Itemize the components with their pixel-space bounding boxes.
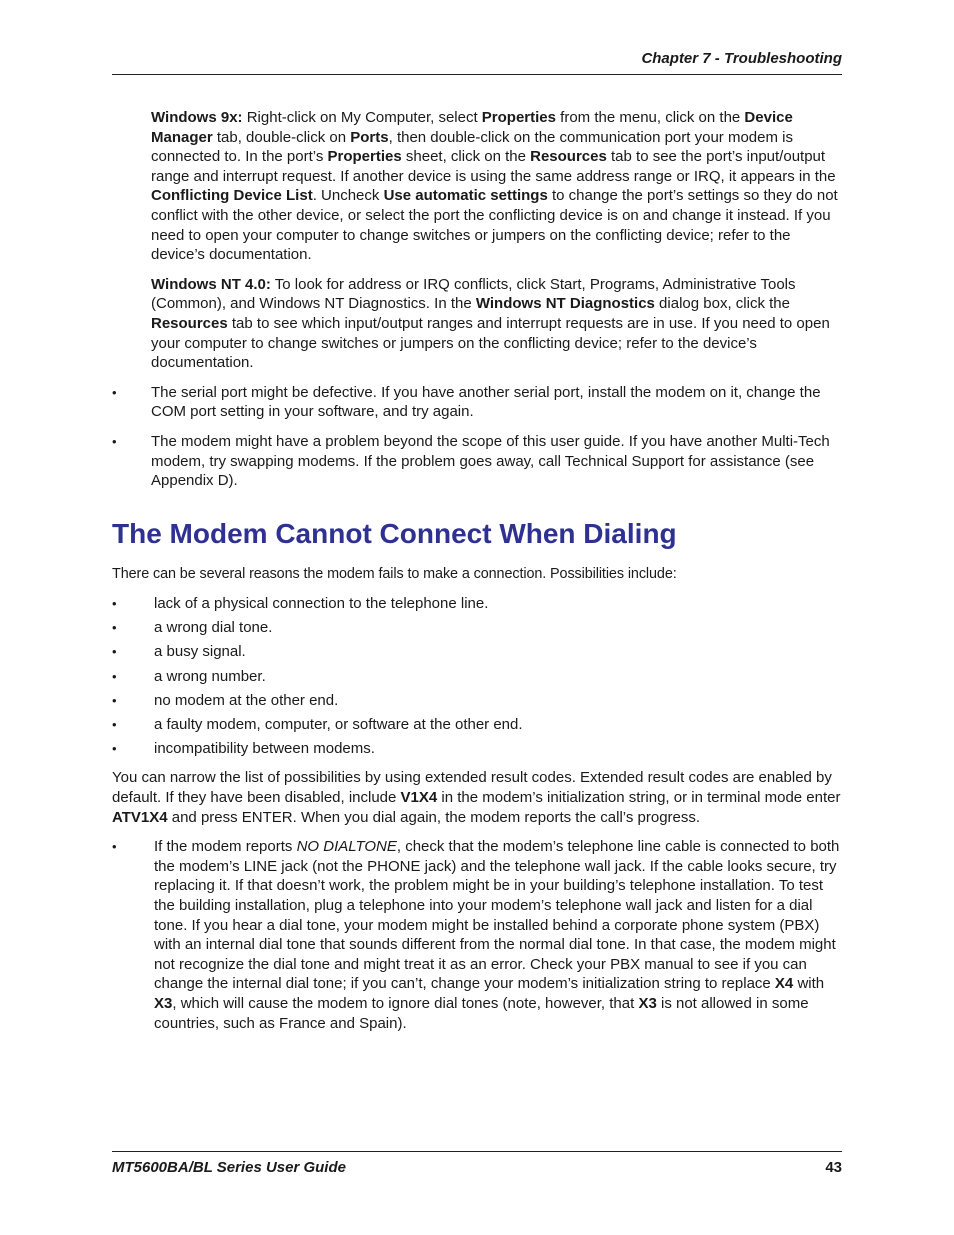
section-intro: There can be several reasons the modem fails to make a connection. Possibilities include:: [112, 565, 677, 582]
list-item: • The serial port might be defective. If you have another serial port, install the modem on it, change the COM port setting in your software, and try again.: [112, 383, 842, 422]
reasons-list: [112, 594, 842, 758]
section-heading: The Modem Cannot Connect When Dialing: [112, 517, 677, 549]
result-codes-paragraph: You can narrow the list of possibilities by using extended result codes. Extended result codes are enabled by default. If they have been disabled, include V1X4 in the modem’s initialization string, or in terminal mode enter ATV1X4 and press ENTER. When you dial again, the modem reports the call’s progress.: [112, 769, 841, 826]
list-item: • a faulty modem, computer, or software at the other end.: [112, 715, 842, 735]
windows-nt-label: Windows NT 4.0:: [151, 275, 271, 293]
list-item: • a wrong dial tone.: [112, 618, 842, 638]
footer-guide-title: MT5600BA/BL Series User Guide: [112, 1159, 346, 1176]
troubleshooting-bullet-list: [112, 383, 842, 491]
list-item: • a wrong number.: [112, 667, 842, 687]
list-item: • no modem at the other end.: [112, 691, 842, 711]
list-item: • If the modem reports NO DIALTONE, check that the modem’s telephone line cable is connected to both the modem’s LINE jack (not the PHONE jack) and the telephone wall jack. If the cable looks secure, try replacing it. If that doesn’t work, the problem might be in your building’s telephone installation. To test the building installation, plug a telephone into your modem’s telephone wall jack and listen for a dial tone. If you hear a dial tone, your modem might be installed behind a corporate phone system (PBX) with an internal dial tone that sounds different from the normal dial tone. In that case, the modem might not recognize the dial tone and might treat it as an error. Check your PBX manual to see if you can change the internal dial tone; if you can’t, change your modem’s initialization string to replace X4 with X3, which will cause the modem to ignore dial tones (note, however, that X3 is not allowed in some countries, such as France and Spain).: [112, 837, 842, 1033]
list-item: • lack of a physical connection to the telephone line.: [112, 594, 842, 614]
windows-9x-paragraph: Windows 9x: Right-click on My Computer, select Properties from the menu, click on the Device Manager tab, double-click on Ports, then double-click on the communication port your modem is connected to. In the port’s Properties sheet, click on the Resources tab to see the port’s input/output range and interrupt request. If another device is using the same address range or IRQ, it appears in the Conflicting Device List. Uncheck Use automatic settings to change the port’s settings so they do not conflict with the other device, or select the port the conflicting device is on and change it instead. If you need to open your computer to change switches or jumpers on the conflicting device; refer to the device’s documentation.: [151, 109, 838, 264]
page-body: [112, 108, 842, 1043]
list-item: • The modem might have a problem beyond the scope of this user guide. If you have another Multi-Tech modem, try swapping modems. If the problem goes away, call Technical Support for assistance (see Appendix D).: [112, 432, 842, 491]
windows-nt-paragraph: Windows NT 4.0: To look for address or IRQ conflicts, click Start, Programs, Administrative Tools (Common), and Windows NT Diagnostics. In the Windows NT Diagnostics dialog box, click the Resources tab to see which input/output ranges and interrupt requests are in use. If you need to open your computer to change switches or jumpers on the conflicting device; refer to the device’s documentation.: [151, 275, 830, 372]
list-item: • a busy signal.: [112, 642, 842, 662]
header-rule: [112, 74, 842, 75]
list-item: • incompatibility between modems.: [112, 739, 842, 759]
windows-9x-label: Windows 9x:: [151, 109, 243, 126]
footer-rule: [112, 1151, 842, 1152]
page-number: 43: [825, 1159, 842, 1176]
dialtone-bullet-list: [112, 837, 842, 1033]
running-header: Chapter 7 - Troubleshooting: [641, 50, 842, 67]
